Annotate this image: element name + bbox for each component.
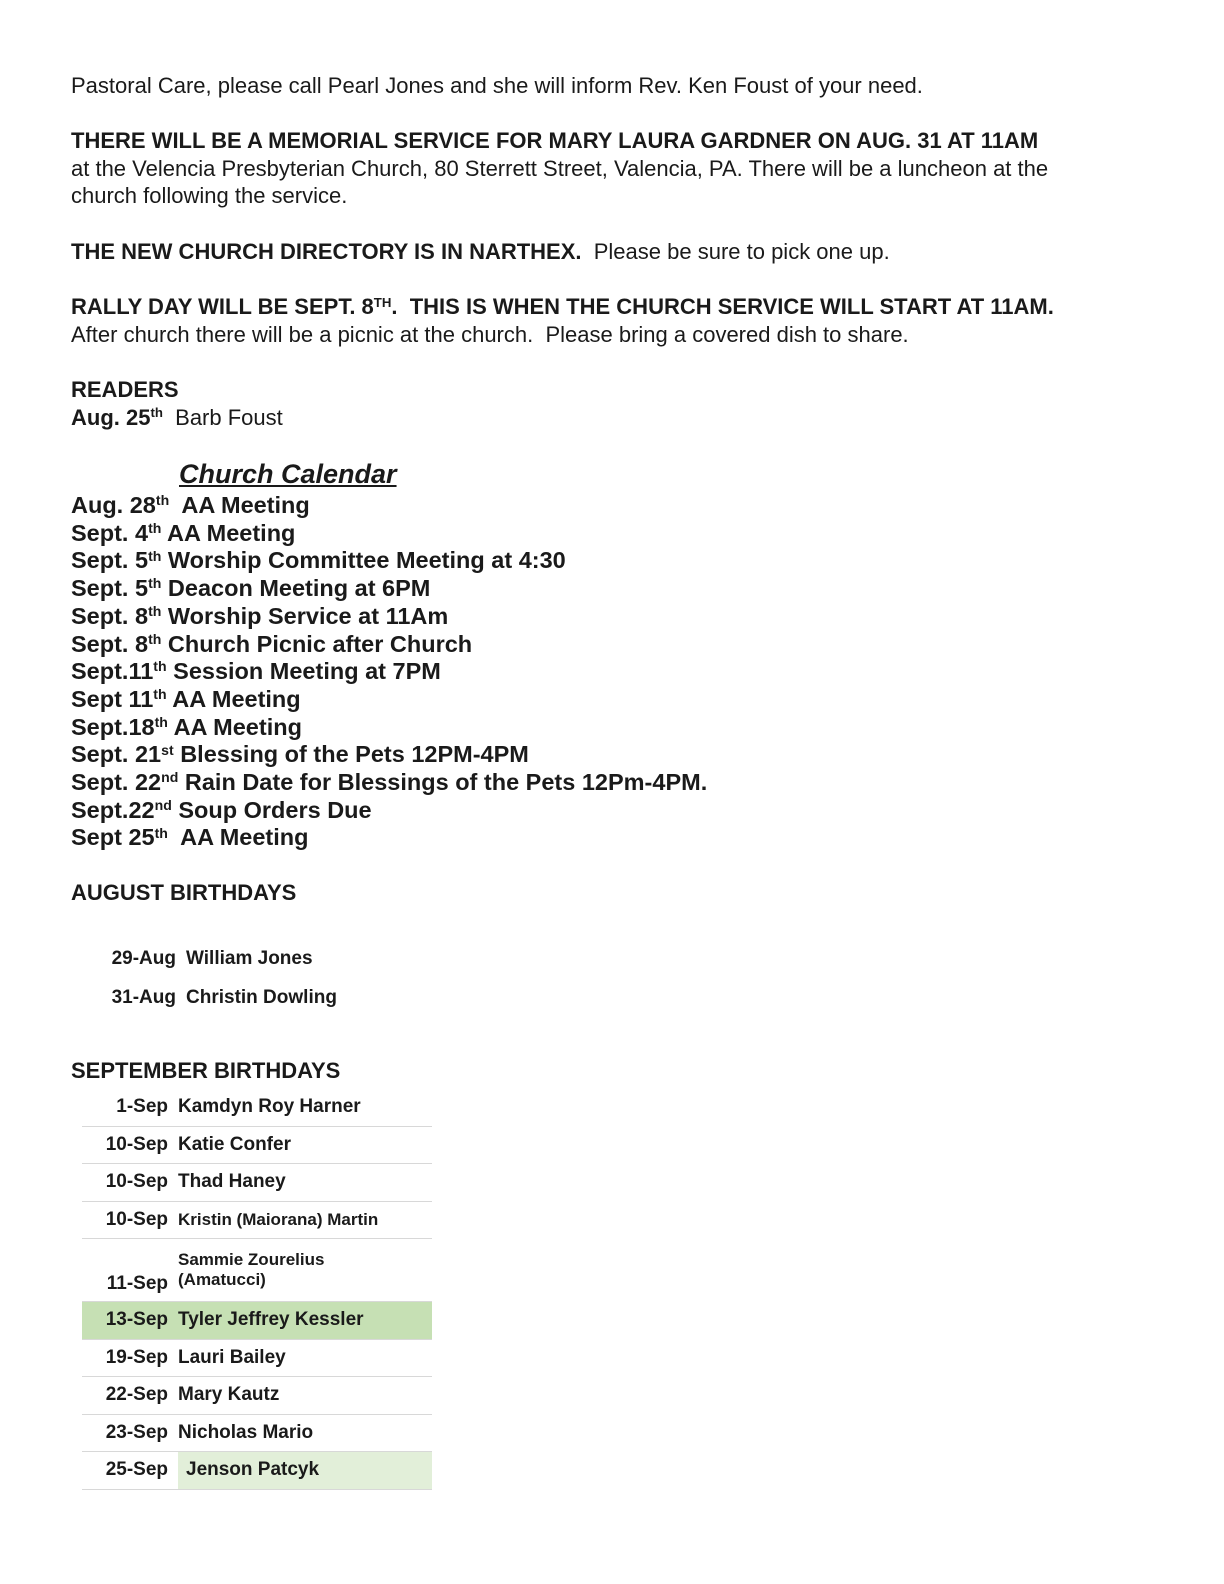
birthday-date: 31-Aug	[111, 986, 176, 1008]
birthday-date: 29-Aug	[111, 948, 176, 970]
event-date-sup: th	[148, 603, 162, 620]
event-date-sup: nd	[154, 796, 172, 813]
birthday-name: Thad Haney	[178, 1171, 286, 1193]
rally-heading-sup: TH	[373, 294, 392, 310]
event-text: AA Meeting	[166, 685, 301, 712]
birthday-name: Kamdyn Roy Harner	[178, 1096, 361, 1118]
rally-text: After church there will be a picnic at the church. Please bring a covered dish to share.	[71, 321, 909, 347]
birthday-name-line-2: (Amatucci)	[178, 1270, 266, 1289]
table-row	[81, 979, 337, 1018]
event-text: Session Meeting at 7PM	[166, 658, 441, 685]
table-row-highlighted	[82, 1452, 432, 1490]
table-row	[82, 1201, 432, 1239]
event-date-sup: th	[148, 519, 162, 536]
birthday-name: Tyler Jeffrey Kessler	[178, 1302, 432, 1340]
table-row	[82, 1089, 432, 1126]
readers-date: Aug. 25	[71, 404, 151, 430]
event-date-sup: th	[148, 630, 162, 647]
memorial-line-2: at the Velencia Presbyterian Church, 80 Sterrett Street, Valencia, PA. There will be a luncheon at the	[71, 155, 1049, 181]
event-text: Soup Orders Due	[171, 796, 372, 823]
calendar-event	[71, 631, 707, 659]
calendar-event	[71, 492, 707, 520]
birthday-date: 19-Sep	[105, 1346, 168, 1368]
directory-heading: THE NEW CHURCH DIRECTORY IS IN NARTHEX.	[71, 239, 582, 264]
birthday-name: Lauri Bailey	[178, 1346, 286, 1368]
event-date: Sept. 8	[71, 630, 149, 657]
rally-heading-part-1: RALLY DAY WILL BE SEPT. 8	[71, 294, 374, 319]
rally-heading	[71, 293, 1054, 321]
calendar-event	[71, 741, 707, 769]
birthday-date: 10-Sep	[105, 1208, 168, 1230]
event-date-sup: th	[153, 686, 167, 703]
calendar-event	[71, 797, 707, 825]
birthday-date: 23-Sep	[105, 1421, 168, 1443]
event-text: Worship Committee Meeting at 4:30	[161, 547, 566, 574]
birthday-date: 11-Sep	[106, 1273, 168, 1294]
table-row	[82, 1239, 432, 1302]
calendar-event	[71, 547, 707, 575]
event-date: Sept. 5	[71, 547, 149, 574]
event-date: Sept 11	[71, 685, 154, 712]
directory-announcement	[71, 238, 890, 266]
rally-heading-part-2: . THIS IS WHEN THE CHURCH SERVICE WILL START AT 11AM.	[391, 294, 1054, 319]
pastoral-care-text: Pastoral Care, please call Pearl Jones and she will inform Rev. Ken Foust of your need.	[71, 73, 923, 98]
calendar-event	[71, 658, 707, 686]
event-date: Sept.11	[71, 658, 154, 685]
birthday-name: Katie Confer	[178, 1133, 291, 1155]
september-birthdays-heading: SEPTEMBER BIRTHDAYS	[71, 1058, 341, 1083]
event-date: Sept.18	[71, 713, 155, 740]
birthday-date: 10-Sep	[105, 1133, 168, 1155]
table-row	[81, 940, 337, 979]
event-date: Aug. 28	[71, 492, 156, 518]
september-birthdays-table	[82, 1089, 432, 1490]
rally-day-announcement	[71, 293, 1054, 348]
birthday-name	[178, 1239, 432, 1302]
birthday-name: Nicholas Mario	[178, 1421, 314, 1443]
pastoral-care-note	[71, 72, 923, 100]
birthday-name: Jenson Patcyk	[178, 1452, 432, 1490]
event-date: Sept. 8	[71, 602, 149, 629]
birthday-name: William Jones	[186, 948, 313, 970]
table-row	[82, 1126, 432, 1164]
readers-name: Barb Foust	[162, 404, 283, 430]
august-birthdays-heading: AUGUST BIRTHDAYS	[71, 880, 297, 905]
birthday-date: 25-Sep	[105, 1459, 168, 1481]
event-text: AA Meeting	[161, 519, 296, 546]
birthday-date: 22-Sep	[105, 1384, 168, 1406]
church-calendar-title: Church Calendar	[179, 459, 397, 489]
table-row-highlighted	[82, 1302, 432, 1340]
readers-section	[71, 376, 283, 431]
birthday-date: 13-Sep	[82, 1302, 178, 1340]
calendar-event	[71, 603, 707, 631]
calendar-event	[71, 769, 707, 797]
birthday-date: 10-Sep	[105, 1171, 168, 1193]
event-date: Sept 25	[71, 824, 155, 851]
birthday-date: 1-Sep	[116, 1096, 168, 1118]
event-date: Sept. 4	[71, 519, 149, 546]
event-date-sup: th	[148, 575, 162, 592]
calendar-event	[71, 575, 707, 603]
calendar-event	[71, 714, 707, 742]
table-row	[82, 1414, 432, 1452]
memorial-line-3: church following the service.	[71, 183, 348, 208]
event-date-sup: th	[154, 713, 168, 730]
event-date: Sept. 5	[71, 575, 149, 602]
readers-heading: READERS	[71, 377, 179, 402]
event-text: Worship Service at 11Am	[161, 602, 449, 629]
birthday-name: Christin Dowling	[186, 986, 337, 1008]
event-date-sup: th	[148, 547, 162, 564]
event-date: Sept.22	[71, 796, 155, 823]
event-date-sup: st	[161, 741, 174, 758]
event-text: AA Meeting	[169, 492, 310, 518]
event-date-sup: th	[155, 492, 170, 509]
church-calendar-list	[71, 492, 707, 852]
calendar-event	[71, 824, 707, 852]
event-text: Deacon Meeting at 6PM	[161, 575, 431, 602]
august-birthdays-table	[81, 940, 337, 1017]
birthday-name: Mary Kautz	[178, 1384, 280, 1406]
calendar-event	[71, 520, 707, 548]
event-date: Sept. 22	[71, 769, 162, 796]
table-row	[82, 1377, 432, 1415]
event-date: Sept. 21	[71, 741, 162, 768]
event-text: AA Meeting	[167, 713, 302, 740]
table-row	[82, 1164, 432, 1202]
readers-entry	[71, 404, 283, 432]
memorial-heading: THERE WILL BE A MEMORIAL SERVICE FOR MARY LAURA GARDNER ON AUG. 31 AT 11AM	[71, 128, 1039, 153]
event-date-sup: nd	[161, 769, 179, 786]
birthday-name: Kristin (Maiorana) Martin	[178, 1209, 379, 1229]
memorial-announcement	[71, 127, 1048, 210]
readers-date-sup: th	[150, 405, 163, 421]
event-text: Church Picnic after Church	[161, 630, 473, 657]
event-text: AA Meeting	[167, 824, 309, 851]
table-row	[82, 1339, 432, 1377]
event-date-sup: th	[153, 658, 167, 675]
event-text: Rain Date for Blessings of the Pets 12Pm-4PM.	[178, 769, 708, 796]
calendar-event	[71, 686, 707, 714]
directory-text: Please be sure to pick one up.	[581, 239, 890, 264]
birthday-name-line-1: Sammie Zourelius	[178, 1250, 325, 1269]
event-text: Blessing of the Pets 12PM-4PM	[173, 741, 529, 768]
event-date-sup: th	[154, 824, 168, 841]
